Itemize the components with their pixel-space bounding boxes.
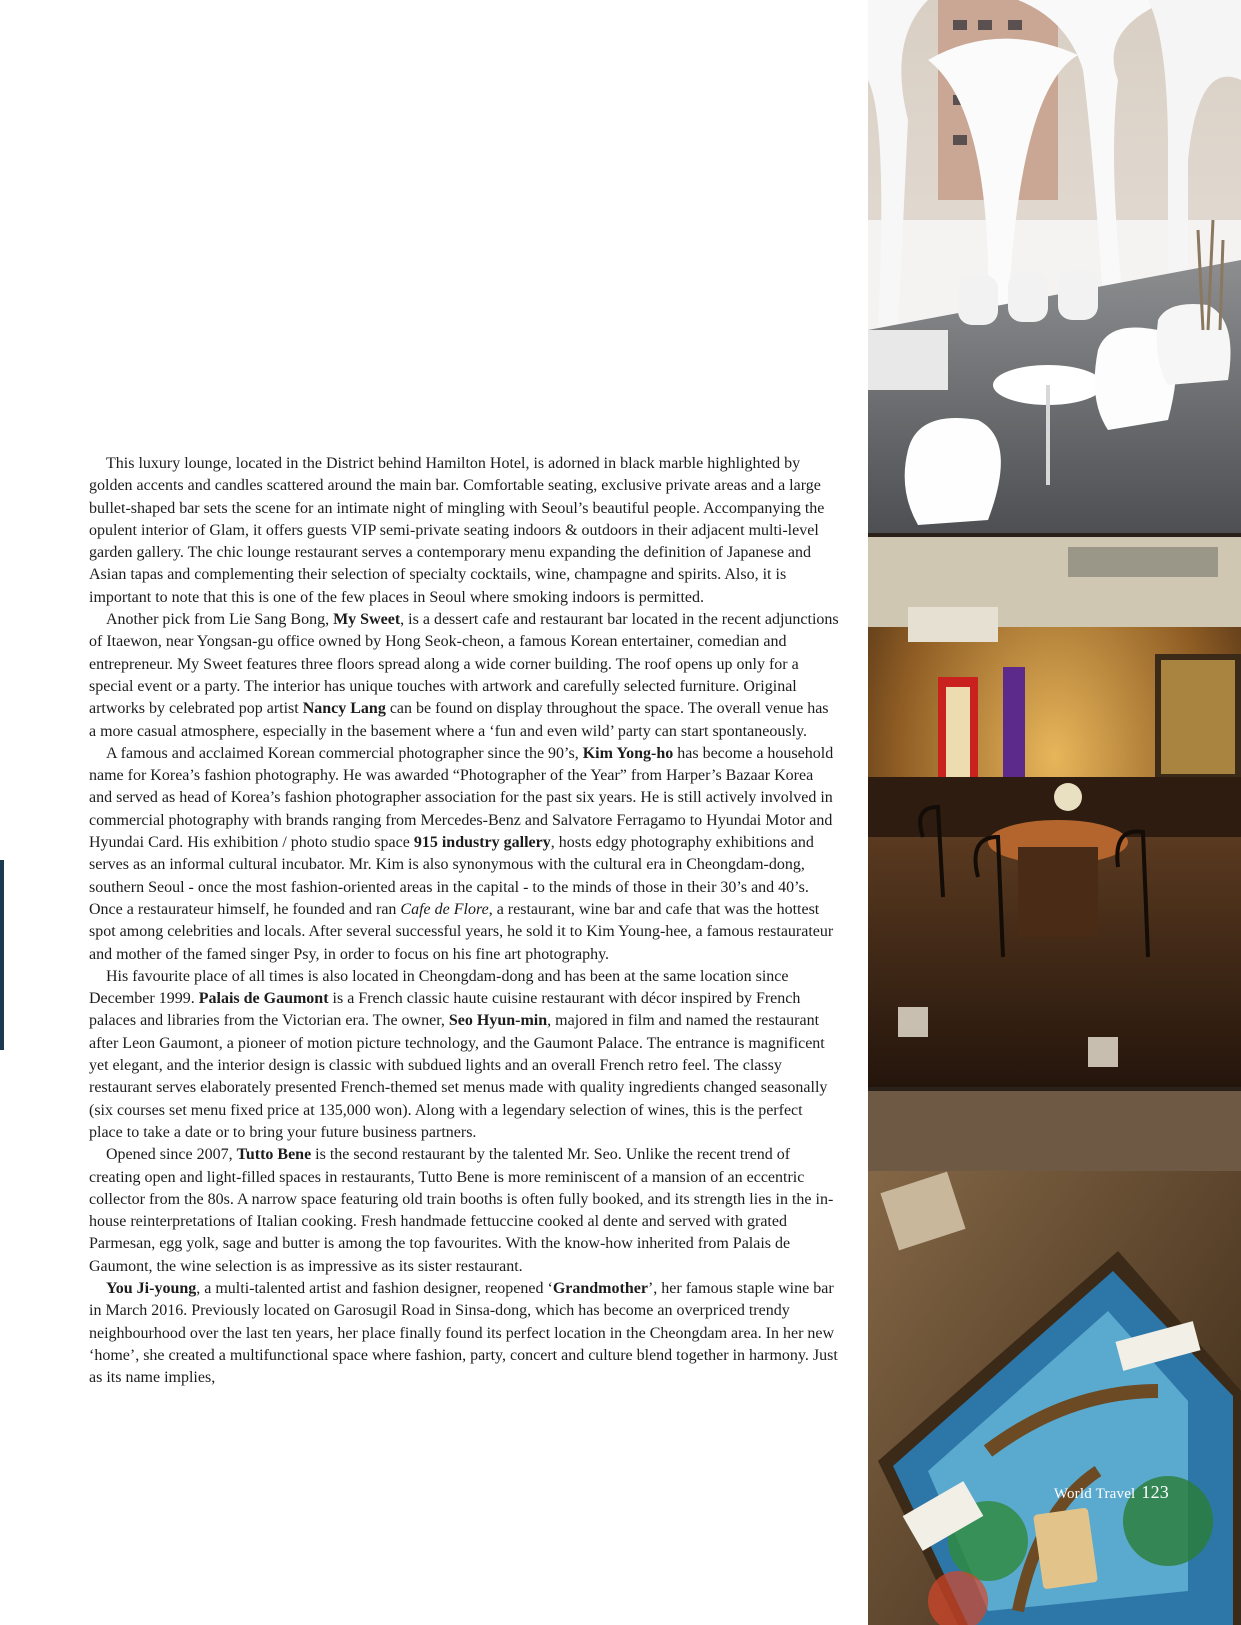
paragraph-kim-yong-ho: A famous and acclaimed Korean commercial photographer since the 90’s, Kim Yong-ho has become a household name for Korea’s fashion photography. He was awarded “Photographer of the Year” from Harper’s Bazaar Korea and served as head of Korea’s fashion photographer association for the past six years. He is still actively involved in commercial photography with brands ranging from Mercedes-Benz and Salvatore Ferragamo to Hyundai Motor and Hyundai Card. His exhibition / photo studio space 915 industry gallery, hosts edgy photography exhibitions and serves as an informal cultural incubator. Mr. Kim is also synonymous with the cultural era in Cheongdam-dong, southern Seoul - once the most fashion-oriented areas in the capital - to the minds of those in their 30’s and 40’s. Once a restaurateur himself, he founded and ran Cafe de Flore, a restaurant, wine bar and cafe that was the hottest spot among celebrities and locals. After several successful years, he sold it to Kim Young-hee, a famous restaurateur and mother of the famed singer Psy, in order to focus on his fine art photography. — [89, 744, 834, 963]
paragraph-grandmother: You Ji-young, a multi-talented artist and fashion designer, reopened ‘Grandmother’, her famous staple wine bar in March 2016. Previously located on Garosugil Road in Sinsa-dong, which has become an overpriced trendy neighbourhood over the last ten years, her place finally found its perfect location in the Cheongdam area. In her new ‘home’, she created a multifunctional space where fashion, party, concert and culture blend together in harmony. Just as its name implies, — [89, 1279, 838, 1387]
photo-column — [868, 0, 1241, 1625]
page-edge-marker — [0, 860, 4, 1050]
page-number: 123 — [1141, 1482, 1169, 1502]
page-footer — [1054, 1482, 1169, 1503]
paragraph-tutto-bene: Opened since 2007, Tutto Bene is the second restaurant by the talented Mr. Seo. Unlike the recent trend of creating open and light-filled spaces in restaurants, Tutto Bene is more reminiscent of a mansion of an eccentric collector from the 80s. A narrow space featuring old train booths is often fully booked, and its strength lies in the in-house reinterpretations of Italian cooking. Fresh handmade fettuccine cooked al dente and served with grated Parmesan, egg yolk, sage and butter is among the top favourites. With the know-how inherited from Palais de Gaumont, the wine selection is as impressive as its sister restaurant. — [89, 1146, 834, 1275]
magazine-name: World Travel — [1053, 1486, 1136, 1502]
restaurant-interior-photo — [868, 537, 1241, 1087]
paragraph-my-sweet: Another pick from Lie Sang Bong, My Sweet, is a dessert cafe and restaurant bar located in the recent adjunctions of Itaewon, near Yongsan-gu office owned by Hong Seok-cheon, a famous Korean entertainer, comedian and entrepreneur. My Sweet features three floors spread along a wide corner building. The roof opens up only for a special event or a party. The interior has unique touches with artwork and carefully selected furniture. Original artworks by celebrated pop artist Nancy Lang can be found on display throughout the space. The overall venue has a more casual atmosphere, especially in the basement where a ‘fun and even wild’ party can start spontaneously. — [89, 611, 839, 740]
article-body — [89, 453, 839, 1389]
paragraph-glam: This luxury lounge, located in the District behind Hamilton Hotel, is adorned in black marble highlighted by golden accents and candles scattered around the main bar. Comfortable seating, exclusive private areas and a large bullet-shaped bar sets the scene for an intimate night of mingling with Seoul’s beautiful people. Accompanying the opulent interior of Glam, it offers guests VIP semi-private seating indoors & outdoors in their adjacent multi-level garden gallery. The chic lounge restaurant serves a contemporary menu expanding the definition of Japanese and Asian tapas and complementing their selection of specialty cocktails, wine, champagne and spirits. Also, it is important to note that this is one of the few places in Seoul where smoking indoors is permitted. — [89, 455, 825, 606]
paragraph-palais-de-gaumont: His favourite place of all times is also located in Cheongdam-dong and has been at the same location since December 1999. Palais de Gaumont is a French classic haute cuisine restaurant with décor inspired by French palaces and libraries from the Victorian era. The owner, Seo Hyun-min, majored in film and named the restaurant after Leon Gaumont, a pioneer of motion picture technology, and the Gaumont Palace. The entrance is magnificent yet elegant, and the interior design is classic with subdued lights and an overall French retro feel. The classy restaurant serves elaborately presented French-themed set menus made with quality ingredients changed seasonally (six courses set menu fixed price at 135,000 won). Along with a legendary selection of wines, this is the perfect place to take a date or to bring your future business partners. — [89, 967, 828, 1141]
terrace-photo — [868, 0, 1241, 533]
painted-menu-photo — [868, 1091, 1241, 1625]
